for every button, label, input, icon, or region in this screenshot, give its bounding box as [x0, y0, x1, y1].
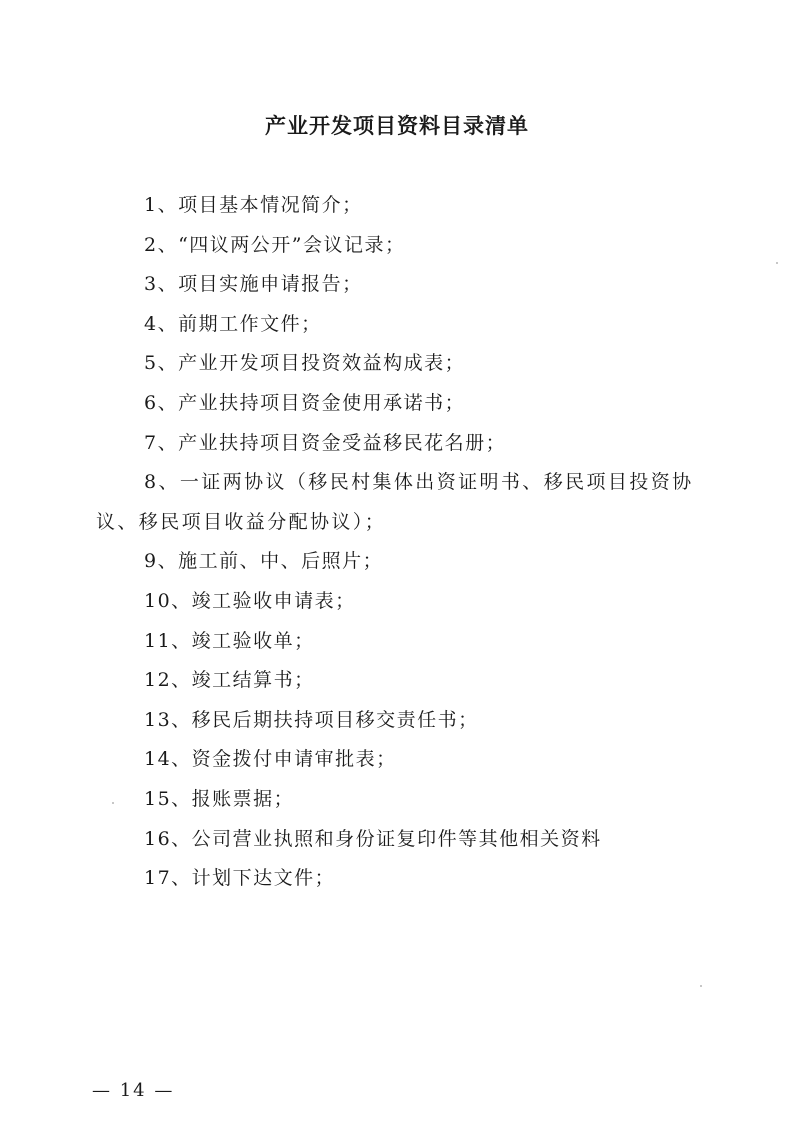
list-item: 12、竣工结算书； — [144, 669, 315, 692]
list-item: 14、资金拨付申请审批表； — [144, 748, 397, 771]
document-title: 产业开发项目资料目录清单 — [265, 114, 529, 138]
list-item: 15、报账票据； — [144, 787, 295, 810]
list-item: 1、项目基本情况简介； — [144, 194, 363, 216]
list-item: 6、产业扶持项目资金使用承诺书； — [144, 391, 466, 414]
list-item: 4、前期工作文件； — [144, 312, 322, 335]
list-item: 16、公司营业执照和身份证复印件等其他相关资料 — [144, 827, 602, 850]
scan-speck — [700, 985, 702, 987]
list-item: 2、“四议两公开”会议记录； — [144, 233, 406, 256]
scan-speck — [112, 802, 114, 804]
list-item: 9、施工前、中、后照片； — [144, 550, 384, 573]
page-number: — 14 — — [92, 1080, 175, 1101]
list-item: 13、移民后期扶持项目移交责任书； — [144, 708, 479, 731]
list-item: 3、项目实施申请报告； — [144, 273, 363, 296]
list-item: 8、一证两协议（移民村集体出资证明书、移民项目投资协议、移民项目收益分配协议）； — [96, 471, 694, 533]
list-item: 5、产业开发项目投资效益构成表； — [144, 352, 466, 375]
checklist — [96, 186, 716, 899]
list-item: 7、产业扶持项目资金受益移民花名册； — [144, 431, 507, 454]
list-item: 17、计划下达文件； — [144, 867, 336, 890]
list-item: 10、竣工验收申请表； — [144, 589, 356, 612]
list-item: 11、竣工验收单； — [144, 629, 315, 652]
scan-speck — [776, 262, 778, 264]
